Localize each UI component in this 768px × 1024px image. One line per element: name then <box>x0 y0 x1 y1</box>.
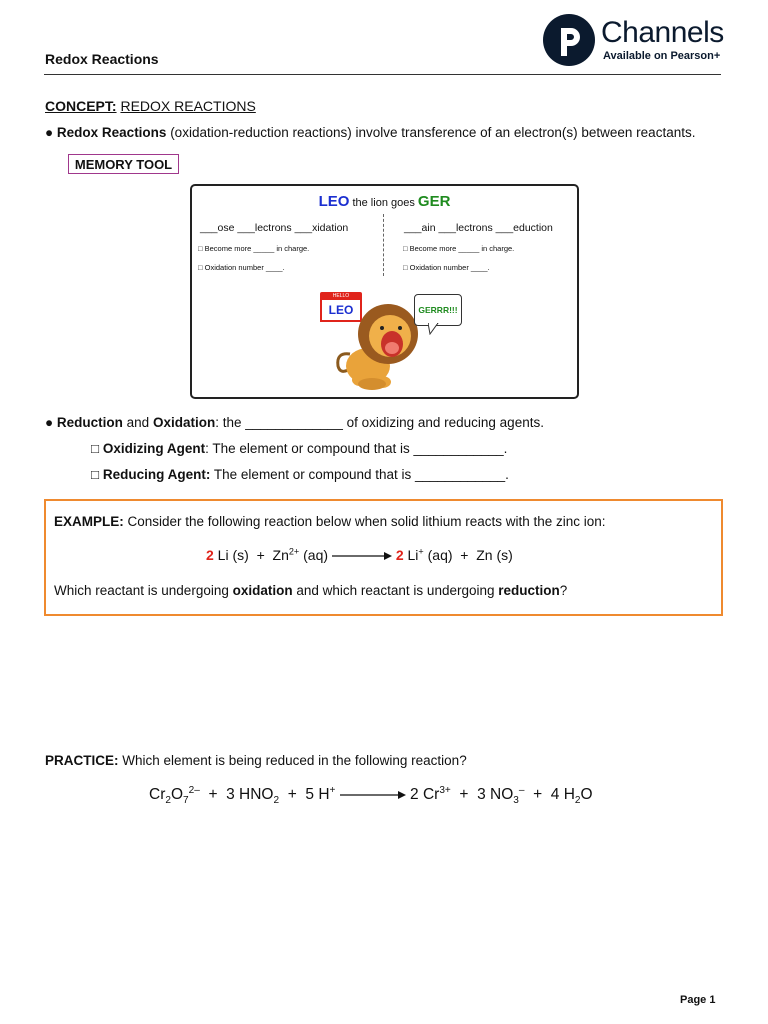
example-text: Consider the following reaction below when solid lithium reacts with the zinc ion: <box>123 514 606 529</box>
and-text: and <box>122 415 153 430</box>
brand-name: Channels <box>601 16 724 49</box>
agents-blank-text: : the _____________ of oxidizing and reducing agents. <box>215 415 544 430</box>
speech-bubble: GERRR!!! <box>414 294 462 326</box>
oxidation-term: Oxidation <box>152 415 216 430</box>
reducing-agent-text: The element or compound that is ____________. <box>210 467 509 482</box>
header-divider <box>44 74 721 75</box>
reduction-oxidation-line: ● Reduction and Oxidation: the _____________ of oxidizing and reducing agents. <box>45 415 544 430</box>
example-prompt <box>54 513 606 531</box>
question-part-1: Which reactant is undergoing <box>54 583 233 598</box>
question-oxidation: oxidation <box>232 583 293 598</box>
oxidizing-agent-text: : The element or compound that is ____________. <box>205 441 508 456</box>
leo-checkbox-oxnum: □ Oxidation number ____. <box>198 263 285 272</box>
name-tag-name: LEO <box>320 300 362 322</box>
leo-fill-in-row: ___ose ___lectrons ___xidation <box>200 222 349 234</box>
example-equation: 2 Li $(s) + Zn^{2+}$ (aq) 2 Li+ (aq) + Zn (s) <box>206 546 513 563</box>
pearson-logo-icon <box>543 14 595 66</box>
question-reduction: reduction <box>498 583 560 598</box>
leo-ger-title <box>190 193 579 210</box>
question-mark: ? <box>559 583 568 598</box>
leo-middle-text: the lion goes <box>349 197 418 209</box>
oxidizing-agent-term: Oxidizing Agent <box>102 441 206 456</box>
concept-heading <box>45 98 256 114</box>
reducing-agent-line: □ Reducing Agent: The element or compound that is ____________. <box>91 467 509 482</box>
practice-label: PRACTICE: <box>45 753 119 768</box>
ger-fill-in-row: ___ain ___lectrons ___eduction <box>404 222 553 234</box>
practice-arrow-icon <box>340 790 406 800</box>
redox-term: Redox Reactions <box>56 125 167 140</box>
page-number: Page 1 <box>680 994 716 1006</box>
ger-checkbox-charge: □ Become more _____ in charge. <box>403 244 515 253</box>
practice-equation: $Cr_2O_7^{2-} + 3$ $HNO_2 + 5$ H+ 2 $Cr^{3+} + 3$ $NO_3^- + 4$ $H_2O$ <box>149 784 593 807</box>
example-question <box>54 582 567 600</box>
redox-definition: ● Redox Reactions (oxidation-reduction reactions) involve transference of an electron(s) between reactants. <box>45 125 696 140</box>
reduction-term: Reduction <box>56 415 123 430</box>
concept-text: REDOX REACTIONS <box>120 98 256 114</box>
practice-text: Which element is being reduced in the following reaction? <box>118 753 467 768</box>
reducing-agent-term: Reducing Agent: <box>102 467 211 482</box>
question-part-2: and which reactant is undergoing <box>292 583 499 598</box>
leo-ger-divider <box>383 214 384 276</box>
leo-word: LEO <box>318 193 350 210</box>
name-tag-header: HELLO <box>320 292 362 300</box>
leo-checkbox-charge: □ Become more _____ in charge. <box>198 244 310 253</box>
reaction-arrow-icon <box>332 551 392 561</box>
redox-definition-text: (oxidation-reduction reactions) involve transference of an electron(s) between reactants. <box>166 125 696 140</box>
ger-word: GER <box>417 193 451 210</box>
practice-prompt <box>45 752 467 770</box>
speech-bubble-tail <box>428 323 442 335</box>
memory-tool-label: MEMORY TOOL <box>68 154 179 174</box>
example-label: EXAMPLE: <box>54 514 124 529</box>
document-title: Redox Reactions <box>45 51 159 67</box>
ger-checkbox-oxnum: □ Oxidation number ____. <box>403 263 490 272</box>
brand-subtitle: Available on Pearson+ <box>603 50 721 62</box>
concept-label: CONCEPT: <box>45 98 117 114</box>
oxidizing-agent-line: □ Oxidizing Agent: The element or compound that is ____________. <box>91 441 508 456</box>
